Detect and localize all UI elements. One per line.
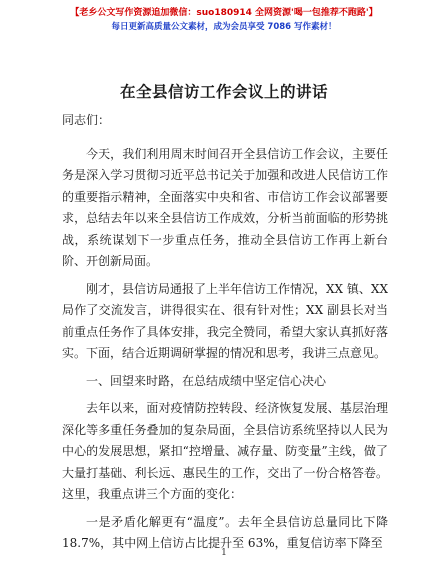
page-number: 1 <box>221 548 227 558</box>
paragraph-opening: 今天，我们利用周末时间召开全县信访工作会议，主要任务是深入学习贯彻习近平总书记关于加强和改进人民信访工作的重要指示精神，全面落实中央和省、市信访工作会议部署要求，总结去年以来全县信访工作成效，分析当前面临的形势挑战，系统谋划下一步重点任务，推动全县信访工作再上新台阶、开创新局面。 <box>62 146 388 268</box>
paragraph-fourth: 一是矛盾化解更有“温度”。去年全县信访总量同比下降 18.7%，其中网上信访占比提升至 63%，重复信访率下降至 <box>62 514 388 550</box>
paragraph-third: 去年以来，面对疫情防控转段、经济恢复发展、基层治理深化等多重任务叠加的复杂局面，全县信访系统坚持以人民为中心的发展思想，紧扣“控增量、减存量、防变量”主线，做了大量打基础、利长远、惠民生的工作，交出了一份合格答卷。这里，我重点讲三个方面的变化： <box>62 401 388 501</box>
section-heading-1: 一、回望来时路，在总结成绩中坚定信心决心 <box>86 373 327 388</box>
paragraph-second: 刚才，县信访局通报了上半年信访工作情况，XX 镇、XX 局作了交流发言，讲得很实在、很有针对性；XX 副县长对当前重点任务作了具体安排，我完全赞同，希望大家认真抓好落实。下面，结合近期调研掌握的情况和思考，我讲三点意见。 <box>62 281 388 360</box>
document-title: 在全县信访工作会议上的讲话 <box>119 83 328 101</box>
greeting: 同志们： <box>62 113 111 127</box>
document-body <box>62 110 388 555</box>
promo-banner <box>0 6 448 34</box>
promo-line-1: 【老乡公文写作资源追加微信：suo180914 全网资源'喝一包推荐不跑路'】 <box>70 8 378 18</box>
promo-line-2: 每日更新高质量公文素材，成为会员享受 7086 写作素材！ <box>111 22 337 32</box>
